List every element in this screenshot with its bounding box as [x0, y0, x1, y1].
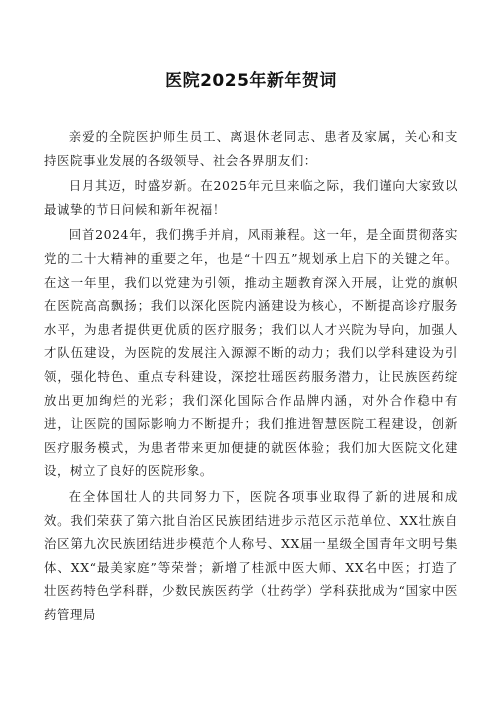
review-paragraph: 回首2024年，我们携手并肩，风雨兼程。这一年，是全面贯彻落实党的二十大精神的重要之年，也是“十四五”规划承上启下的关键之年。在这一年里，我们以党建为引领，推动主题教育深入开展，让党的旗帜在医院高高飘扬；我们以深化医院内涵建设为核心，不断提高诊疗服务水平，为患者提供更优质的医疗服务；我们以人才兴院为导向，加强人才队伍建设，为医院的发展注入源源不断的动力；我们以学科建设为引领，强化特色、重点专科建设，深挖壮瑶医药服务潜力，让民族医药绽放出更加绚烂的光彩；我们深化国际合作品牌内涵，对外合作稳中有进，让医院的国际影响力不断提升；我们推进智慧医院工程建设，创新医疗服务模式，为患者带来更加便捷的就医体验；我们加大医院文化建设，树立了良好的医院形象。	[44, 227, 458, 479]
document-title: 医院2025年新年贺词	[165, 71, 337, 91]
greeting-paragraph: 亲爱的全院医护师生员工、离退休老同志、患者及家属，关心和支持医院事业发展的各级领导、社会各界朋友们：	[44, 129, 458, 168]
opening-paragraph: 日月其迈，时盛岁新。在2025年元旦来临之际，我们谨向大家致以最诚挚的节日问候和新年祝福！	[44, 178, 458, 217]
achievements-paragraph: 在全体国壮人的共同努力下，医院各项事业取得了新的进展和成效。我们荣获了第六批自治区民族团结进步示范区示范单位、XX壮族自治区第九次民族团结进步模范个人称号、XX届一星级全国青年文明号集体、XX“最美家庭”等荣誉；新增了桂派中医大师、XX名中医；打造了壮医药特色学科群，少数民族医药学（壮药学）学科获批成为“国家中医药管理局	[44, 488, 458, 622]
